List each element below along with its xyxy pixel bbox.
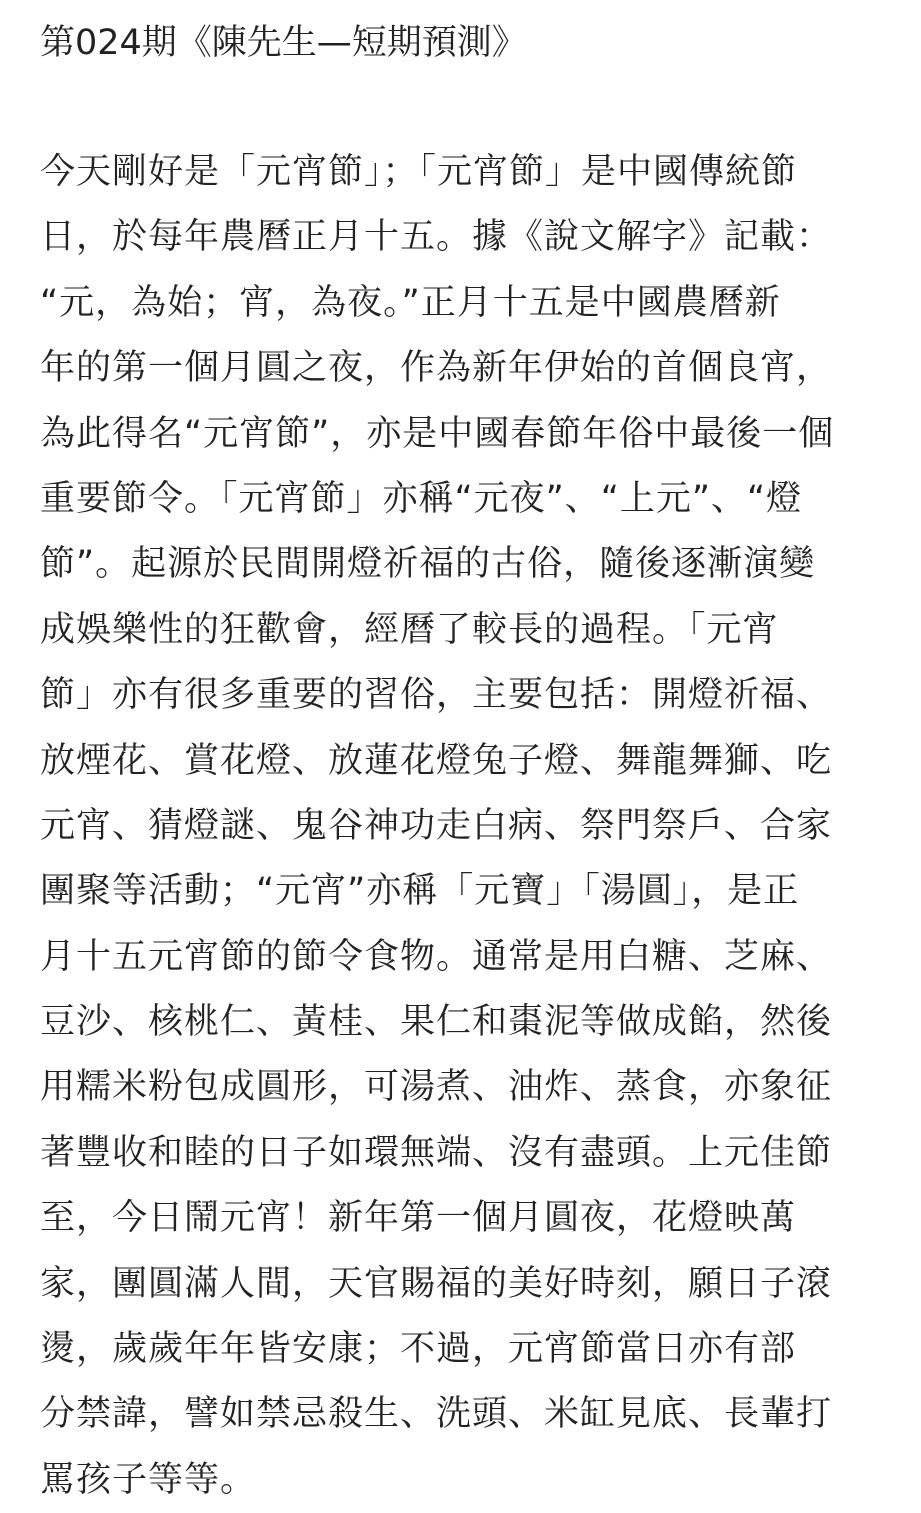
body-line: 年的第一個月圓之夜，作為新年伊始的首個良宵， xyxy=(40,348,833,389)
body-line: 今天剛好是「元宵節」；「元宵節」是中國傳統節 xyxy=(40,152,798,192)
body-line: 重要節令。「元宵節」亦稱“元夜”、“上元”、“燈 xyxy=(40,478,803,519)
body-line: 為此得名“元宵節”，亦是中國春節年俗中最後一個 xyxy=(40,413,835,454)
article-title: 第024期《陳先生—短期預測》 xyxy=(40,23,527,63)
body-line: 節」亦有很多重要的習俗，主要包括：開燈祈福、 xyxy=(40,675,833,716)
body-line: 著豐收和睦的日子如環無端、沒有盡頭。上元佳節 xyxy=(40,1132,833,1173)
body-line: 成娛樂性的狂歡會，經曆了較長的過程。「元宵 xyxy=(40,609,779,650)
body-line: 至，今日鬧元宵！新年第一個月圓夜，花燈映萬 xyxy=(40,1198,797,1239)
body-line: 燙，歲歲年年皆安康；不過，元宵節當日亦有部 xyxy=(40,1329,797,1370)
body-line: 豆沙、核桃仁、黃桂、果仁和棗泥等做成餡，然後 xyxy=(40,1002,833,1043)
body-line: 放煙花、賞花燈、放蓮花燈兔子燈、舞龍舞獅、吃 xyxy=(40,740,833,781)
body-line: 節”。起源於民間開燈祈福的古俗，隨後逐漸演變 xyxy=(40,544,816,585)
body-line: 家，團圓滿人間，天官賜福的美好時刻，願日子滾 xyxy=(40,1263,833,1304)
body-line: “元，為始；宵，為夜。”正月十五是中國農曆新 xyxy=(40,282,781,323)
article-body xyxy=(40,140,901,1513)
body-line: 月十五元宵節的節令食物。通常是用白糖、芝麻、 xyxy=(40,936,833,977)
body-line: 元宵、猜燈謎、鬼谷神功走白病、祭門祭戶、合家 xyxy=(40,805,833,846)
body-line: 用糯米粉包成圓形，可湯煮、油炸、蒸食，亦象征 xyxy=(40,1067,833,1108)
body-line: 團聚等活動；“元宵”亦稱「元寶」「湯圓」，是正 xyxy=(40,871,800,912)
body-line: 罵孩子等等。 xyxy=(40,1459,257,1500)
body-line: 日，於每年農曆正月十五。據《說文解字》記載： xyxy=(40,217,833,258)
body-line: 分禁諱，譬如禁忌殺生、洗頭、米缸見底、長輩打 xyxy=(40,1394,833,1435)
